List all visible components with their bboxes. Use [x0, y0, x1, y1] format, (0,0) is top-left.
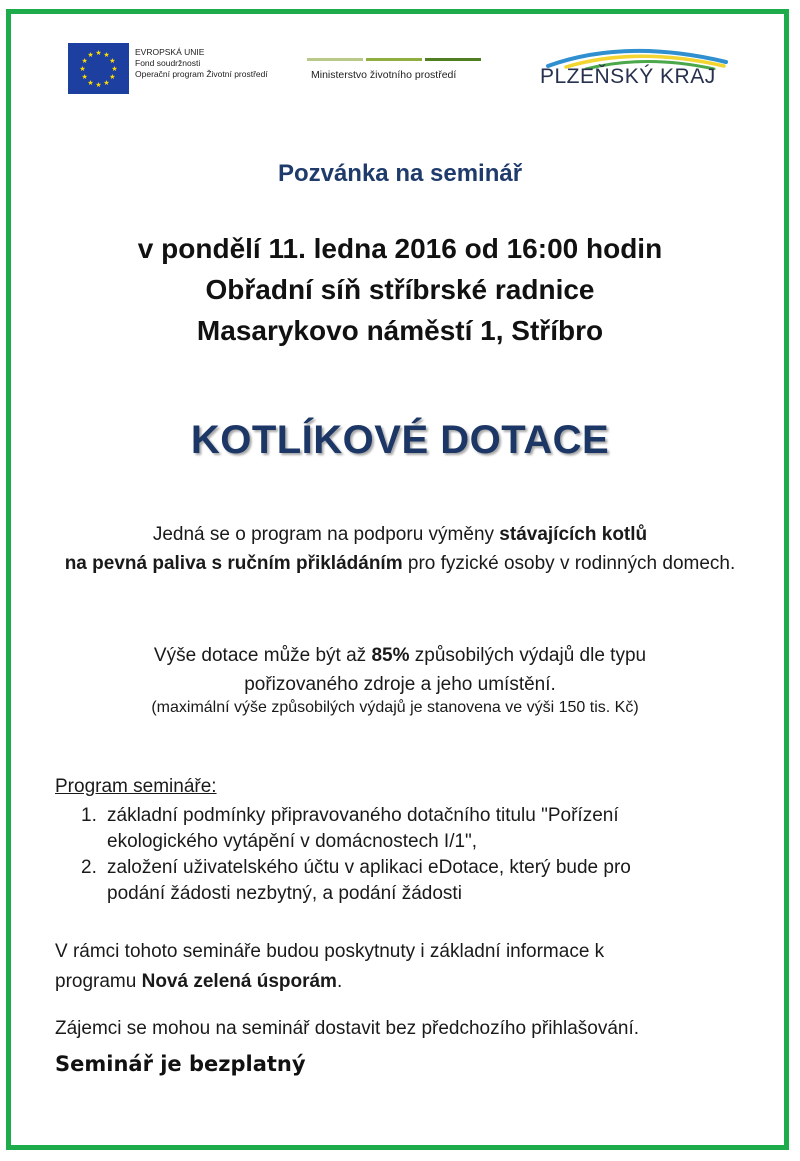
ministry-bar [366, 58, 422, 61]
eu-logo-line: EVROPSKÁ UNIE [135, 47, 205, 57]
interest-note: Zájemci se mohou na seminář dostavit bez předchozího přihlašování. [55, 1018, 640, 1039]
eu-star-icon: ★ [109, 57, 116, 65]
info-text: . [336, 971, 343, 992]
event-venue: Obřadní síň stříbrské radnice [205, 274, 595, 305]
region-name: PLZEŇSKÝ KRAJ [540, 65, 716, 88]
eu-logo [68, 43, 268, 94]
free-note: Seminář je bezplatný [55, 1052, 306, 1076]
subsidy-note: (maximální výše způsobilých výdajů je stanovena ve výši 150 tis. Kč) [151, 699, 639, 716]
program-item [55, 803, 755, 855]
info-text: programu [55, 971, 142, 992]
eu-star-icon: ★ [103, 78, 110, 87]
main-title: KOTLÍKOVÉ DOTACE [190, 418, 610, 462]
seminar-program [55, 774, 755, 907]
ministry-name: Ministerstvo životního prostředí [311, 69, 457, 81]
eu-logo-line: Fond soudržnosti [135, 58, 201, 68]
ministry-bar [425, 58, 481, 61]
eu-star-icon: ★ [109, 73, 116, 81]
invite-title: Pozvánka na seminář [277, 160, 523, 187]
subsidy-text: pořizovaného zdroje a jeho umístění. [244, 674, 556, 695]
program-item-line: ekologického vytápění v domácnostech I/1", [107, 831, 478, 852]
program-list [55, 803, 755, 907]
subsidy-paragraph [40, 641, 760, 699]
program-title: Program semináře: [55, 776, 217, 797]
description-bold: na pevná paliva s ručním přikládáním [64, 553, 403, 574]
eu-flag-icon [68, 43, 129, 94]
event-date: v pondělí 11. ledna 2016 od 16:00 hodin [137, 233, 663, 264]
program-item [55, 855, 755, 907]
subsidy-text: způsobilých výdajů dle typu [409, 645, 647, 666]
program-item-line: základní podmínky připravovaného dotačního titulu "Pořízení [107, 805, 619, 826]
info-paragraph [55, 937, 755, 997]
eu-star-icon: ★ [79, 65, 86, 73]
program-item-line: založení uživatelského účtu v aplikaci eDotace, který bude pro [107, 857, 631, 878]
eu-star-icon: ★ [103, 51, 110, 60]
subsidy-text: Výše dotace může být až [153, 645, 372, 666]
eu-logo-text [135, 47, 268, 80]
program-item-line: podání žádosti nezbytný, a podání žádosti [107, 883, 462, 904]
eu-star-icon: ★ [87, 78, 94, 87]
event-address: Masarykovo náměstí 1, Stříbro [196, 315, 604, 346]
description-text: pro fyzické osoby v rodinných domech. [402, 553, 736, 574]
event-details [0, 228, 800, 351]
eu-star-icon: ★ [81, 73, 88, 81]
eu-logo-line: Operační program Životní prostředí [135, 69, 268, 79]
eu-star-icon: ★ [81, 57, 88, 65]
description-bold: stávajících kotlů [499, 524, 648, 545]
description-text: Jedná se o program na podporu výměny [152, 524, 500, 545]
eu-star-icon: ★ [95, 81, 102, 89]
program-item-number: 2. [81, 857, 97, 878]
ministry-logo [307, 58, 481, 81]
info-program-name: Nová zelená úsporám [141, 971, 337, 992]
info-text: V rámci tohoto semináře budou poskytnuty i základní informace k [55, 941, 605, 962]
eu-star-icon: ★ [87, 51, 94, 60]
eu-star-icon: ★ [95, 49, 102, 57]
subsidy-percent: 85% [371, 645, 410, 666]
ministry-logo-bars [307, 58, 481, 61]
eu-star-icon: ★ [111, 65, 118, 73]
program-item-number: 1. [81, 805, 97, 826]
region-logo [536, 40, 736, 96]
ministry-bar [307, 58, 363, 61]
description-paragraph [40, 520, 760, 578]
